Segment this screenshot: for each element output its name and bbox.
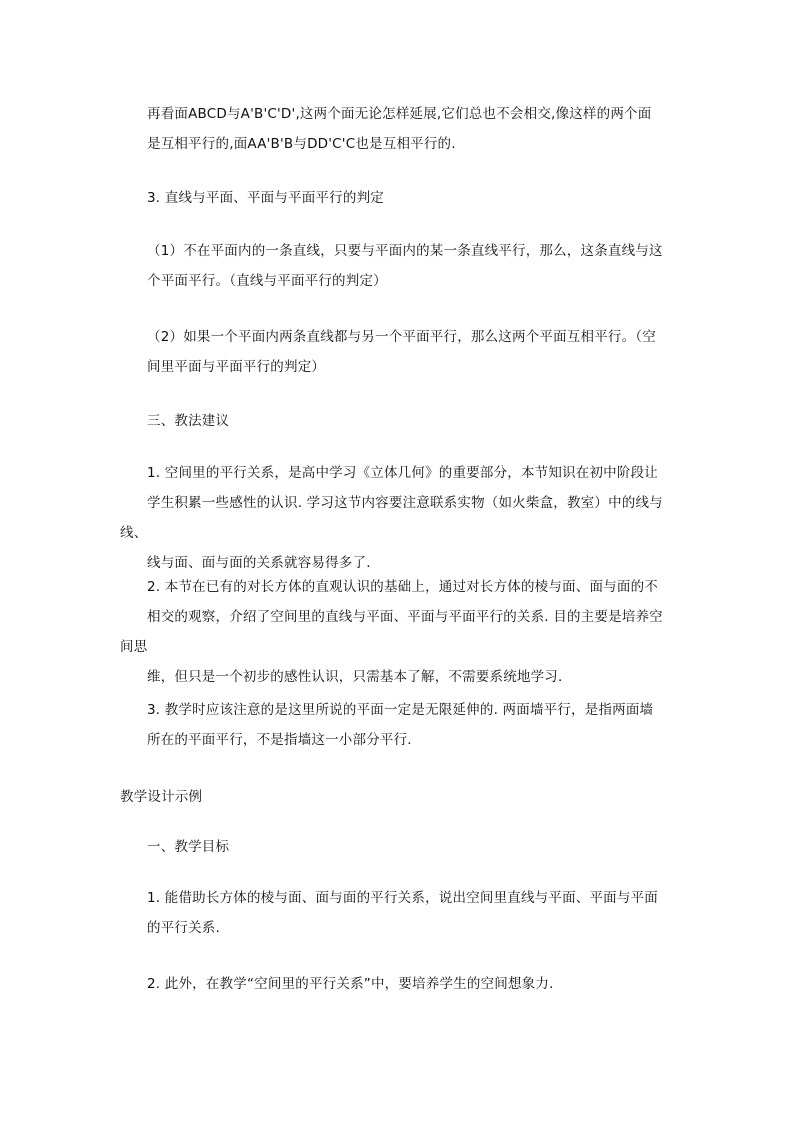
text-line: （1）不在平面内的一条直线，只要与平面内的某一条直线平行，那么，这条直线与这 — [147, 243, 663, 259]
paragraph-suggestion-3 — [120, 695, 676, 755]
paragraph-rule-2 — [120, 322, 676, 382]
text-line: 2. 本节在已有的对长方体的直观认识的基础上，通过对长方体的棱与面、面与面的不 — [147, 579, 658, 595]
paragraph-goal-1 — [120, 883, 676, 943]
text-line: 3. 教学时应该注意的是这里所说的平面一定是无限延伸的. 两面墙平行，是指两面墙 — [147, 702, 654, 718]
text-line: 3. 直线与平面、平面与平面平行的判定 — [147, 190, 384, 206]
paragraph-parallel-faces — [120, 99, 676, 159]
text-line: （2）如果一个平面内两条直线都与另一个平面平行，那么这两个平面互相平行。（空 — [147, 329, 656, 345]
text-line: 教学设计示例 — [120, 789, 203, 805]
section-heading-design-example — [120, 782, 676, 812]
text-line: 是互相平行的,面AA'B'B与DD'C'C也是互相平行的. — [147, 136, 456, 152]
text-line: 所在的平面平行，不是指墙这一小部分平行. — [147, 732, 412, 748]
text-line: 1. 空间里的平行关系，是高中学习《立体几何》的重要部分，本节知识在初中阶段让 — [147, 465, 658, 481]
text-line: 的平行关系. — [147, 920, 220, 936]
text-line: 2. 此外，在教学“空间里的平行关系”中，要培养学生的空间想象力. — [147, 976, 554, 992]
text-line: 间里平面与平面平行的判定） — [147, 359, 326, 375]
section-heading-3 — [120, 183, 676, 213]
paragraph-suggestion-2 — [120, 572, 676, 692]
text-line: 三、教法建议 — [147, 413, 230, 429]
text-line: 1. 能借助长方体的棱与面、面与面的平行关系，说出空间里直线与平面、平面与平面 — [147, 890, 658, 906]
paragraph-suggestion-1 — [120, 458, 676, 578]
text-line: 维，但只是一个初步的感性认识，只需基本了解，不需要系统地学习. — [147, 669, 563, 685]
text-line: 一、教学目标 — [147, 839, 230, 855]
text-line: 再看面ABCD与A'B'C'D',这两个面无论怎样延展,它们总也不会相交,像这样的两个面 — [147, 106, 652, 122]
section-heading-teaching-suggestions — [120, 406, 676, 436]
text-line: 相交的观察，介绍了空间里的直线与平面、平面与平面平行的关系. 目的主要是培养空间思 — [120, 609, 663, 655]
text-line: 学生积累一些感性的认识. 学习这节内容要注意联系实物（如火柴盒，教室）中的线与线、 — [120, 495, 663, 541]
text-line: 线与面、面与面的关系就容易得多了. — [147, 555, 371, 571]
text-line: 个平面平行。（直线与平面平行的判定） — [147, 273, 387, 289]
section-heading-teaching-goals — [120, 832, 676, 862]
paragraph-goal-2 — [120, 969, 676, 999]
paragraph-rule-1 — [120, 236, 676, 296]
